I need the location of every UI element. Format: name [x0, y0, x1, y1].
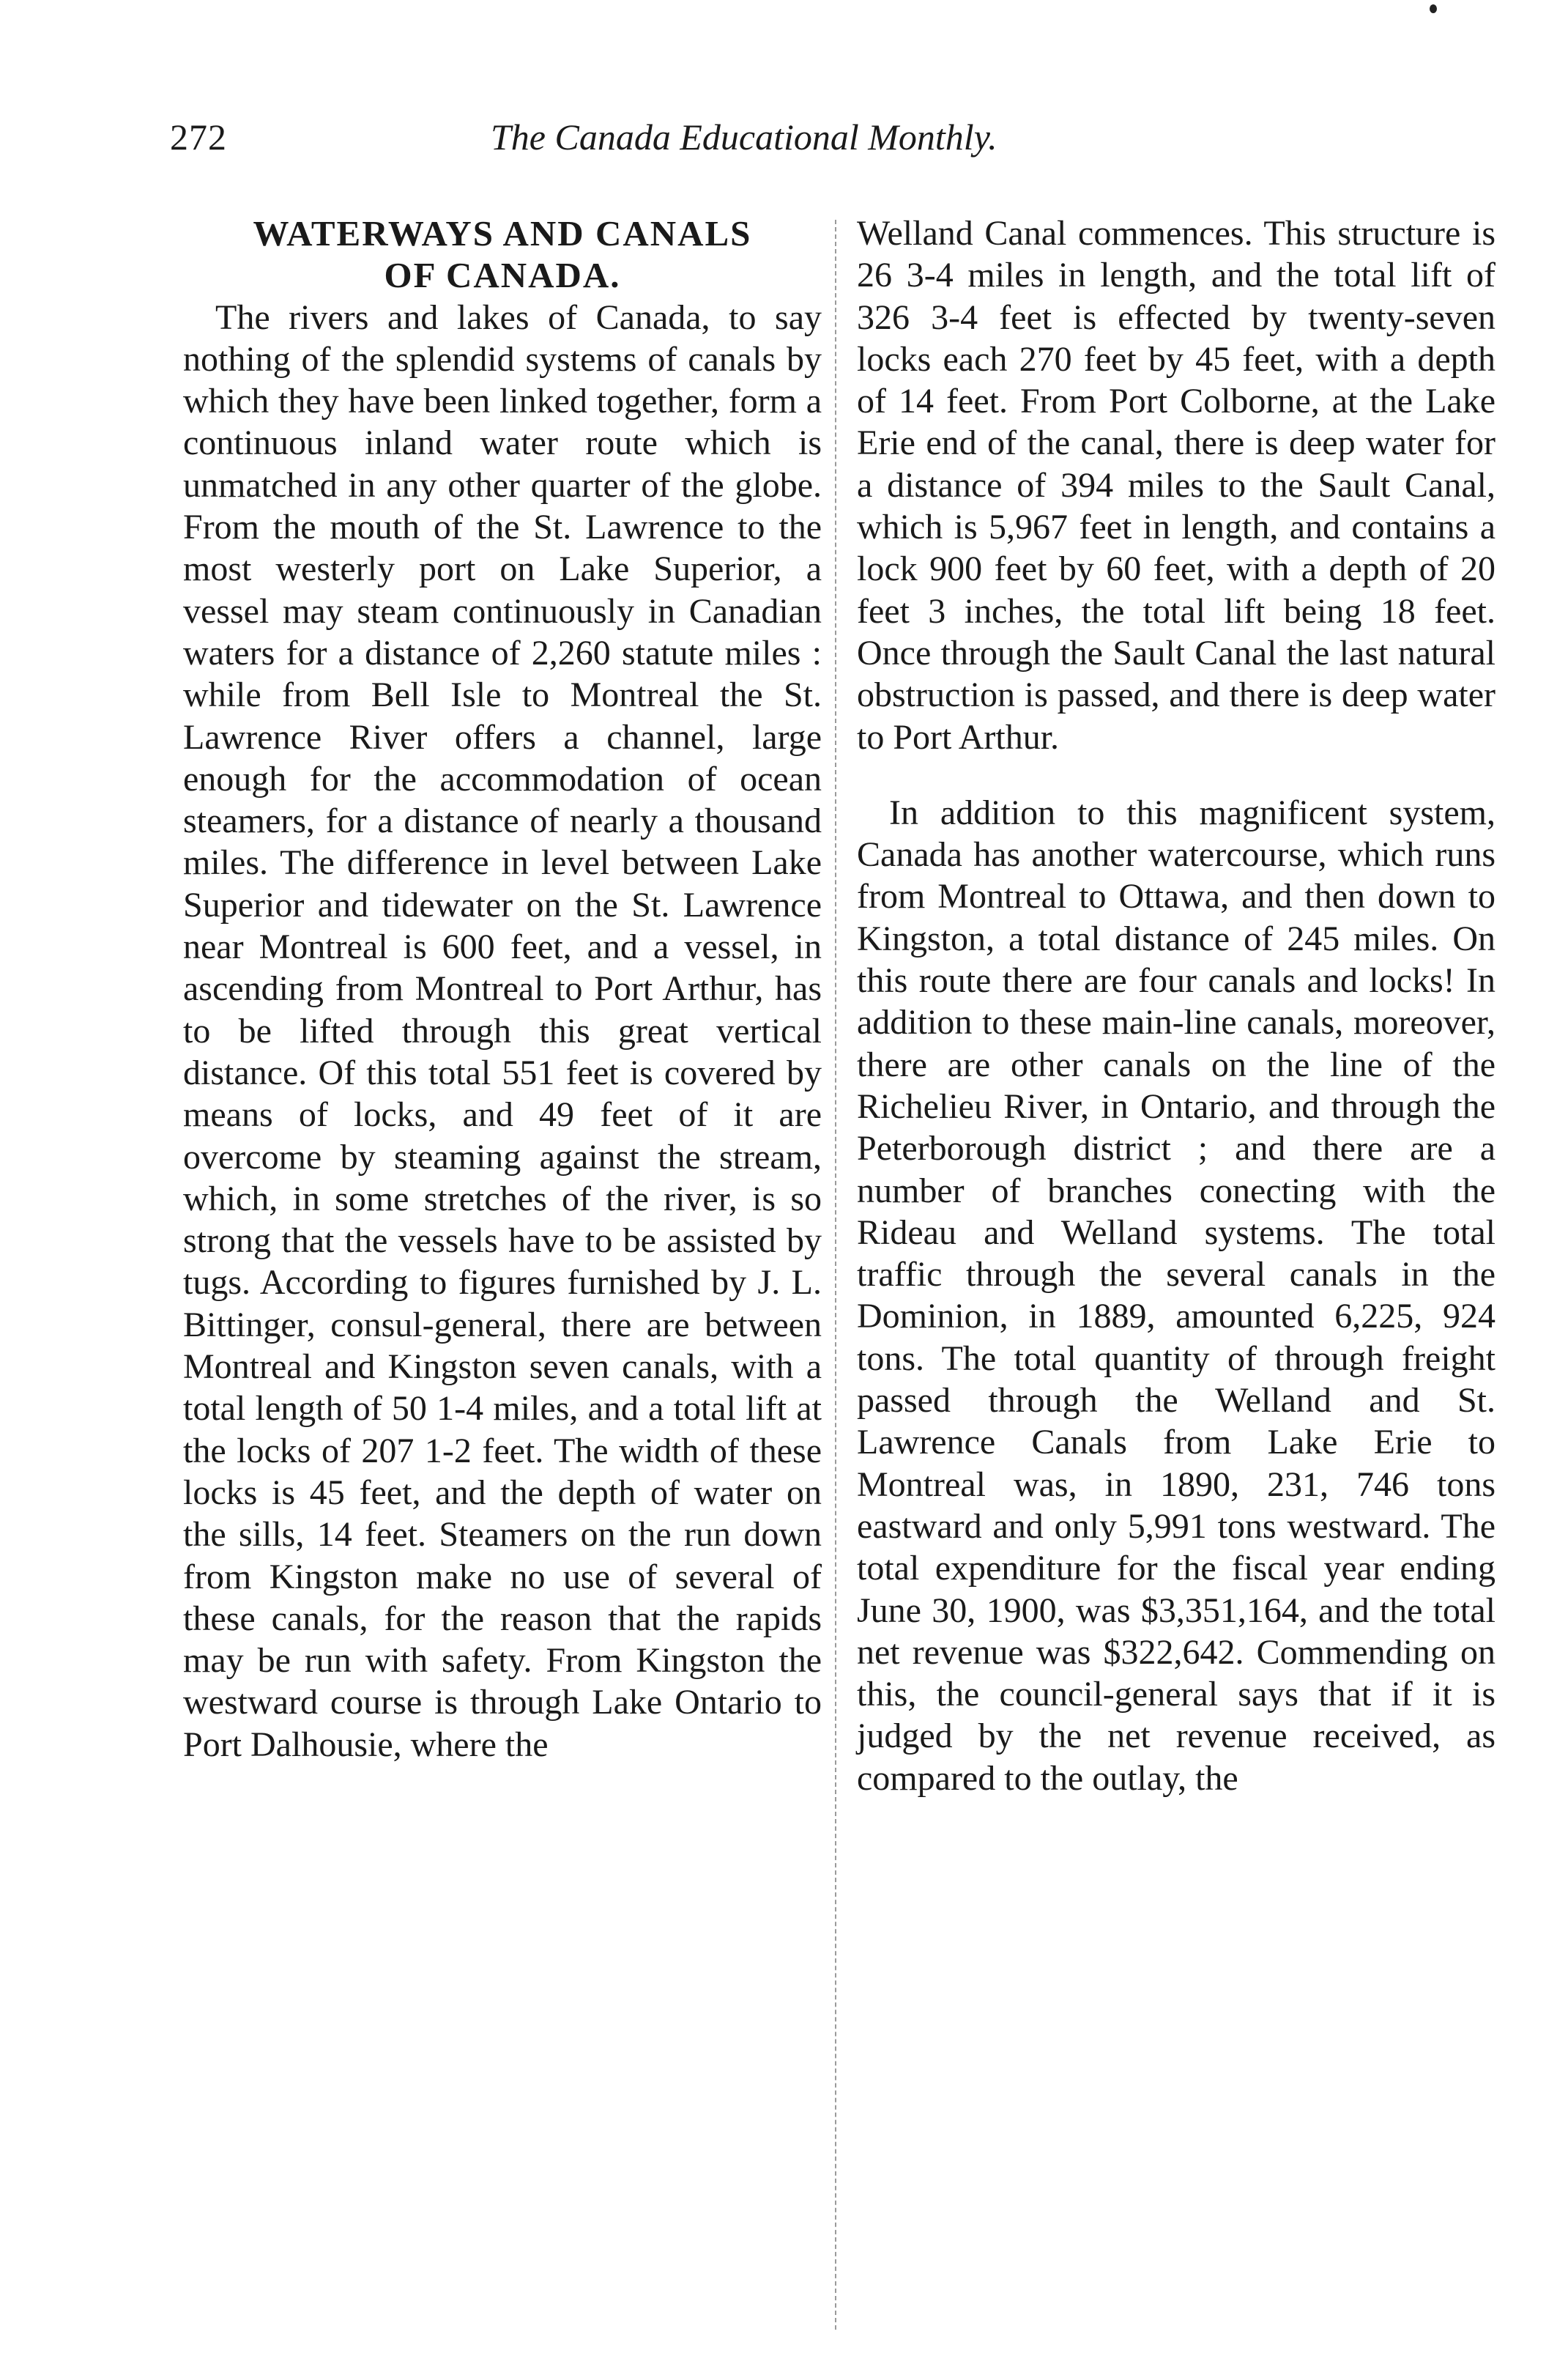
right-paragraph-2: In addition to this magnificent system, Canada has another watercourse, which runs from Montreal to Ottawa, and then down to Kingston, a total distance of 245 miles. On this route there are four canals and locks! In addition to these main-line canals, moreover, there are other canals on the line of the Richelieu River, in Ontario, and through the Peterborough district ; and there are a number of branches conecting with the Rideau and Welland systems. The total traffic through the several canals in the Dominion, in 1889, amounted 6,225, 924 tons. The total quantity of through freight passed through the Welland and St. Lawrence Canals from Lake Erie to Montreal was, in 1890, 231, 746 tons eastward and only 5,991 tons westward. The total expenditure for the fiscal year ending June 30, 1900, was $3,351,164, and the total net revenue was $322,642. Commending on this, the council-general says that if it is judged by the net revenue received, as compared to the outlay, the	[857, 793, 1495, 1798]
page-number: 272	[170, 116, 227, 158]
running-title: The Canada Educational Monthly.	[491, 116, 997, 158]
left-paragraph-1: The rivers and lakes of Canada, to say nothing of the splendid systems of canals by which they have been linked together, form a continuous inland water route which is unmatched in any other quarter of the globe. From the mouth of the St. Lawrence to the most westerly port on Lake Superior, a vessel may steam continuously in Canadian waters for a distance of 2,260 statute miles : while from Bell Isle to Montreal the St. Lawrence River offers a channel, large enough for the accommodation of ocean steamers, for a distance of nearly a thousand miles. The difference in level between Lake Superior and tidewater on the St. Lawrence near Montreal is 600 feet, and a vessel, in ascending from Montreal to Port Arthur, has to be lifted through this great vertical distance. Of this total 551 feet is covered by means of locks, and 49 feet of it are overcome by steaming against the stream, which, in some stretches of the river, is so strong that the vessels have to be assisted by tugs. According to figures furnished by J. L. Bittinger, consul-general, there are between Montreal and Kingston seven canals, with a total length of 50 1-4 miles, and a total lift at the locks of 207 1-2 feet. The width of these locks is 45 feet, and the depth of water on the sills, 14 feet. Steamers on the run down from Kingston make no use of several of these canals, for the reason that the rapids may be run with safety. From Kingston the westward course is through Lake Ontario to Port Dalhousie, where the	[183, 297, 822, 1764]
article-title-line-1: WATERWAYS AND CANALS	[253, 213, 752, 253]
article-title-line-2: OF CANADA.	[384, 255, 621, 296]
ink-speck	[1430, 4, 1437, 13]
page-header	[170, 116, 1459, 174]
left-column	[183, 212, 822, 1766]
article-title	[183, 212, 822, 297]
right-column	[857, 212, 1495, 1799]
right-paragraph-1: Welland Canal commences. This structure is 26 3-4 miles in length, and the total lift of 326 3-4 feet is effected by twenty-seven locks each 270 feet by 45 feet, with a depth of 14 feet. From Port Colborne, at the Lake Erie end of the canal, there is deep water for a distance of 394 miles to the Sault Canal, which is 5,967 feet in length, and contains a lock 900 feet by 60 feet, with a depth of 20 feet 3 inches, the total lift being 18 feet. Once through the Sault Canal the last natural obstruction is passed, and there is deep water to Port Arthur.	[857, 214, 1495, 757]
column-divider	[835, 220, 836, 2330]
